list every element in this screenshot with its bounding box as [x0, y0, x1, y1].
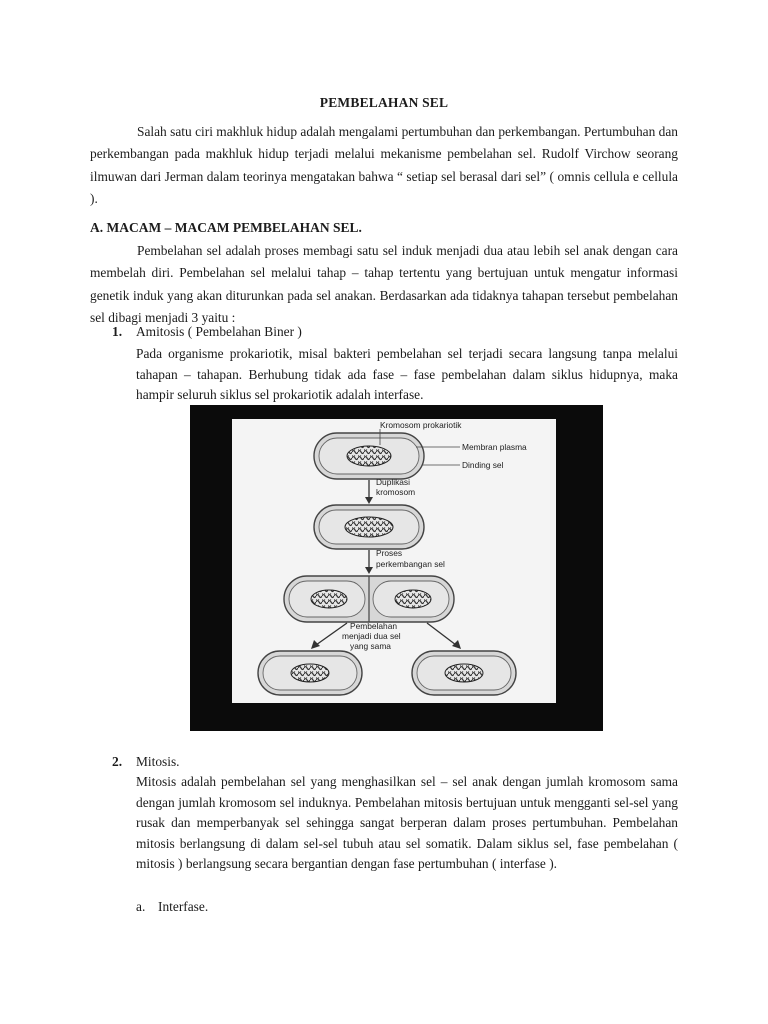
subitem-a-letter: a. [136, 899, 146, 914]
binary-fission-diagram [232, 419, 556, 703]
label-dinding: Dinding sel [462, 460, 504, 470]
section-a-text: Pembelahan sel adalah proses membagi satu sel induk menjadi dua atau lebih sel anak dengan cara membelah diri. Pembelahan sel melalui tahap – tahap tertentu yang bertujuan untuk mengatur informasi genetik induk yang akan diturunkan pada sel anakan. Berdasarkan ada tidaknya tahapan tersebut pembelahan sel dibagi menjadi 3 yaitu : [90, 243, 678, 325]
intro-paragraph [90, 121, 678, 210]
item-2-label: Mitosis. [136, 754, 180, 769]
page-title: PEMBELAHAN SEL [319, 95, 449, 110]
label-yang-sama: yang sama [350, 641, 391, 651]
intro-text: Salah satu ciri makhluk hidup adalah mengalami pertumbuhan dan perkembangan. Pertumbuhan dan perkembangan pada makhluk hidup terjadi melalui mekanisme pembelahan sel. Rudolf Virchow seorang ilmuwan dari Jerman dalam teorinya mengatakan bahwa “ setiap sel berasal dari sel” ( omnis cellula e cellula ). [90, 124, 678, 206]
label-proses: Proses [376, 548, 403, 558]
label-duplikasi: Duplikasi [376, 477, 410, 487]
subitem-a-label: Interfase. [158, 899, 209, 914]
section-a-paragraph [90, 240, 678, 329]
cell-parent [314, 433, 424, 479]
daughter-cell-right [412, 651, 516, 695]
item-2-number: 2. [112, 754, 123, 769]
item-1-label: Amitosis ( Pembelahan Biner ) [136, 324, 302, 339]
label-menjadi-dua: menjadi dua sel [342, 631, 401, 641]
item-1-body: Pada organisme prokariotik, misal bakteri pembelahan sel terjadi secara langsung tanpa melalui tahapan – tahapan. Berhubung tidak ada fase – fase pembelahan dalam siklus hidupnya, maka hampir seluruh siklus sel prokariotik adalah interfase. [136, 346, 678, 403]
label-membran: Membran plasma [462, 442, 527, 452]
section-a-heading: A. MACAM – MACAM PEMBELAHAN SEL. [90, 220, 362, 235]
cell-dividing [284, 576, 454, 622]
label-pembelahan: Pembelahan [350, 621, 398, 631]
daughter-cell-left [258, 651, 362, 695]
item-1-number: 1. [112, 324, 123, 339]
item-2-body: Mitosis adalah pembelahan sel yang menghasilkan sel – sel anak dengan jumlah kromosom sama dengan jumlah kromosom sel induknya. Pembelahan mitosis bertujuan untuk mengganti sel-sel yang rusak dan memperbanyak sel sehingga sangat berperan dalam proses pertumbuhan. Pembelahan mitosis berlangsung di dalam sel-sel tubuh atau sel somatik. Dalam siklus sel, fase pembelahan ( mitosis ) berlangsung secara bergantian dengan fase pertumbuhan ( interfase ). [136, 774, 678, 872]
label-kromosom: Kromosom prokariotik [380, 420, 462, 430]
diagram-svg [232, 419, 556, 703]
label-perkembangan: perkembangan sel [376, 559, 445, 569]
cell-duplicated [314, 505, 424, 549]
label-kromosom-2: kromosom [376, 487, 416, 497]
